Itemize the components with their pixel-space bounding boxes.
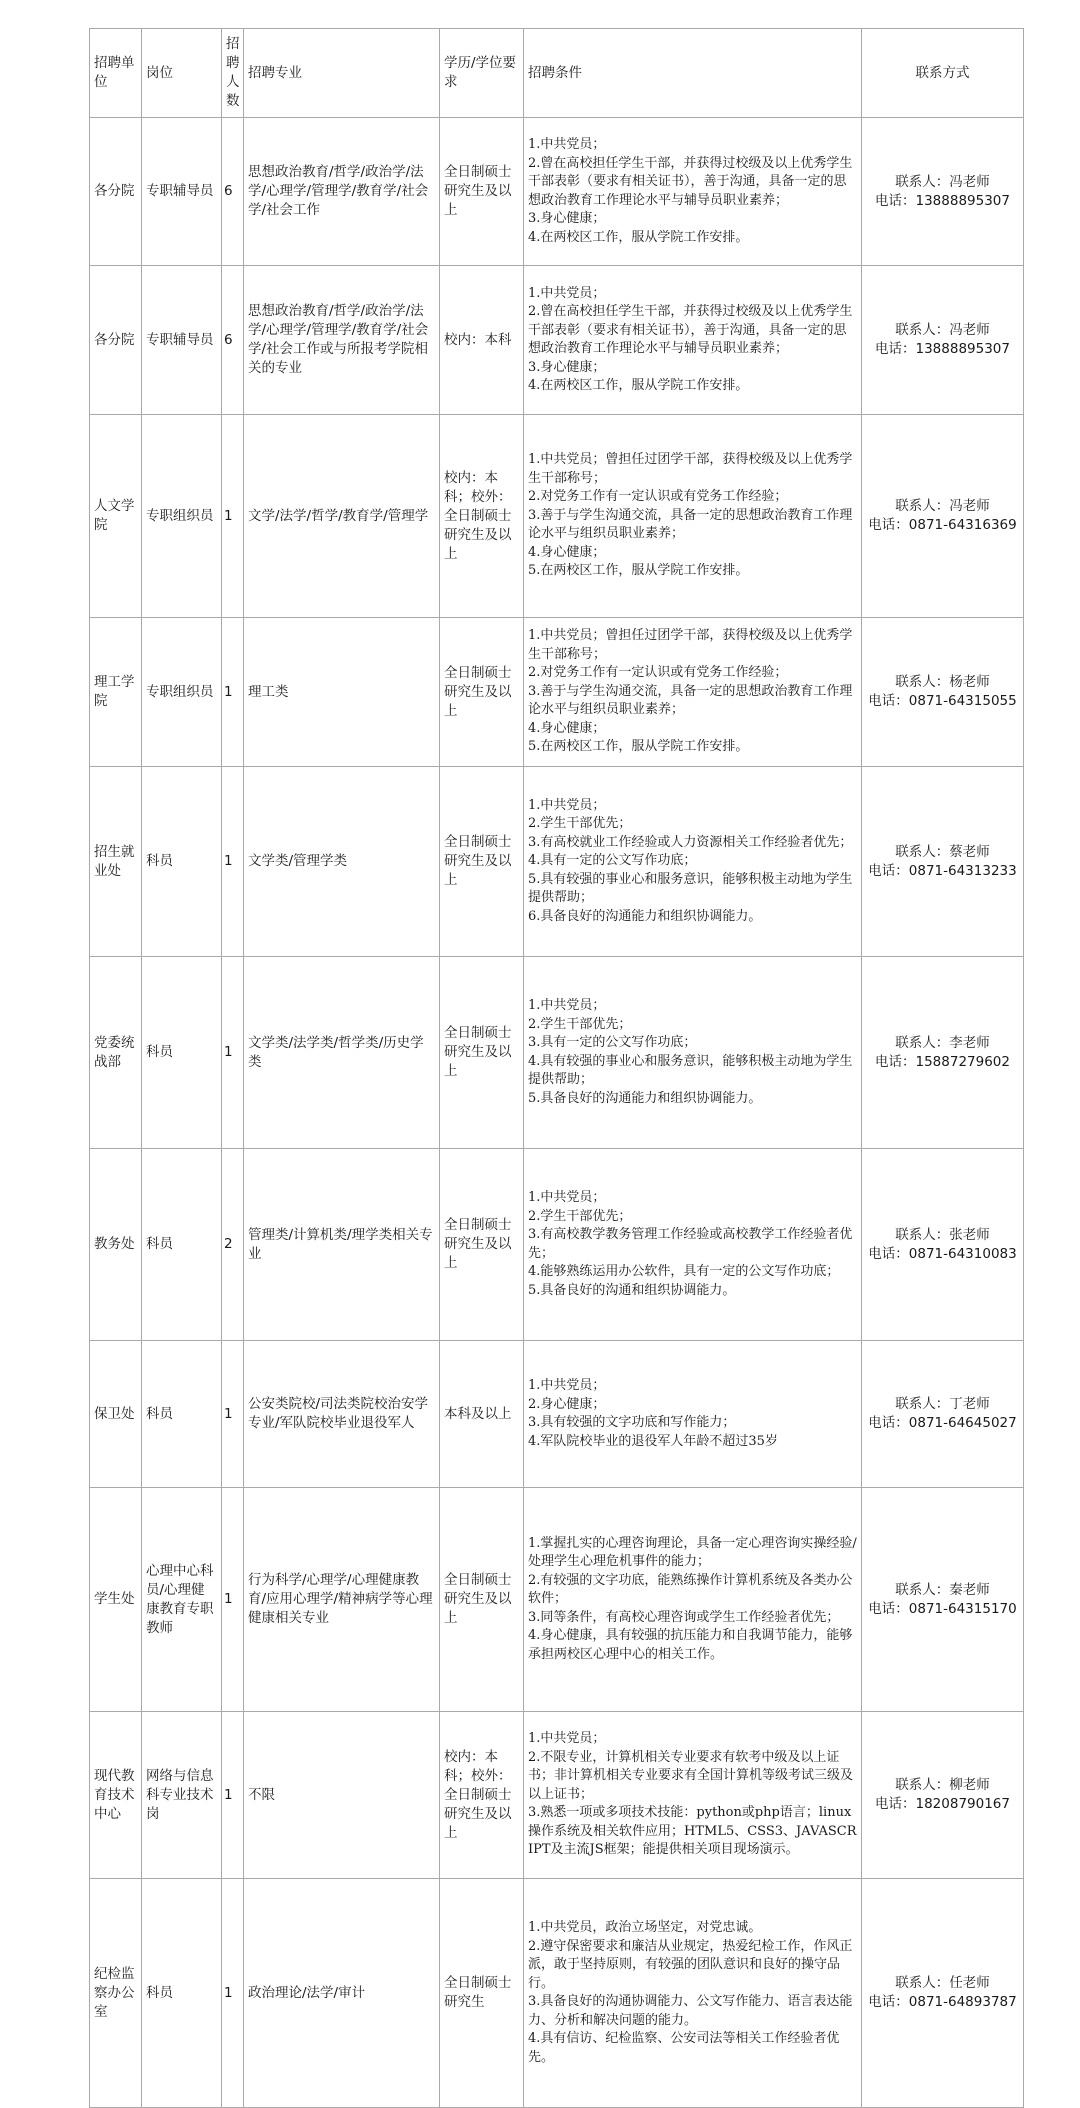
condition-item: 4.身心健康； — [528, 544, 606, 560]
contact-person: 联系人：任老师 — [895, 1975, 990, 1991]
cell-conditions — [524, 767, 862, 957]
contact-phone: 电话：0871-64313233 — [868, 862, 1017, 879]
condition-item: 2.有较强的文字功底，能熟练操作计算机系统及各类办公软件； — [528, 1572, 853, 1607]
contact-phone: 电话：0871-64315170 — [868, 1600, 1017, 1617]
recruitment-table — [89, 28, 1024, 2108]
condition-item: 4.身心健康，具有较强的抗压能力和自我调节能力，能够承担两校区心理中心的相关工作。 — [528, 1628, 853, 1662]
contact-person: 联系人：李老师 — [895, 1034, 990, 1051]
contact-person: 联系人：蔡老师 — [895, 843, 990, 860]
cell-unit: 学生处 — [90, 1488, 142, 1712]
cell-conditions — [524, 1879, 862, 2108]
cell-major: 文学/法学/哲学/教育学/管理学 — [244, 415, 440, 618]
cell-conditions — [524, 1341, 862, 1488]
condition-item: 1.中共党员； — [528, 1190, 606, 1205]
table-row — [90, 1712, 1024, 1879]
condition-item: 2.曾在高校担任学生干部，并获得过校级及以上优秀学生干部表彰（要求有相关证书），善于沟通，具备一定的思想政治教育工作理论水平与辅导员职业素养； — [528, 304, 853, 356]
cell-contact — [862, 618, 1024, 767]
condition-item: 3.具有一定的公文写作功底； — [528, 1035, 697, 1050]
condition-item: 3.有高校教学教务管理工作经验或高校教学工作经验者优先； — [528, 1227, 853, 1261]
condition-item: 1.中共党员； — [528, 285, 606, 301]
condition-item: 1.中共党员，政治立场坚定，对党忠诚。 — [528, 1920, 762, 1935]
cell-count: 1 — [222, 767, 244, 957]
condition-item: 4.身心健康； — [528, 720, 606, 736]
cell-edu: 全日制硕士研究生及以上 — [440, 767, 524, 957]
condition-item: 2.身心健康； — [528, 1396, 606, 1412]
cell-post: 科员 — [142, 1341, 222, 1488]
cell-edu: 本科及以上 — [440, 1341, 524, 1488]
cell-major: 文学类/管理学类 — [244, 767, 440, 957]
contact-phone: 电话：0871-64316369 — [868, 517, 1017, 533]
condition-item: 5.具有较强的事业心和服务意识，能够积极主动地为学生提供帮助； — [528, 871, 853, 906]
cell-count: 1 — [222, 1879, 244, 2108]
cell-major: 政治理论/法学/审计 — [244, 1879, 440, 2108]
contact-phone: 电话：0871-64315055 — [868, 693, 1017, 709]
condition-item: 3.具备良好的沟通协调能力、公文写作能力、语言表达能力、分析和解决问题的能力。 — [528, 1994, 853, 2028]
cell-unit: 招生就业处 — [90, 767, 142, 957]
cell-count: 1 — [222, 1341, 244, 1488]
cell-major: 公安类院校/司法类院校治安学专业/军队院校毕业退役军人 — [244, 1341, 440, 1488]
cell-major: 行为科学/心理学/心理健康教育/应用心理学/精神病学等心理健康相关专业 — [244, 1488, 440, 1712]
contact-person: 联系人：冯老师 — [895, 173, 990, 190]
cell-count: 1 — [222, 415, 244, 618]
cell-contact — [862, 118, 1024, 266]
contact-phone: 电话：0871-64310083 — [868, 1245, 1017, 1262]
contact-phone: 电话：13888895307 — [875, 341, 1010, 357]
cell-post: 专职辅导员 — [142, 266, 222, 415]
header-contact: 联系方式 — [862, 29, 1024, 118]
cell-unit: 各分院 — [90, 118, 142, 266]
cell-post: 科员 — [142, 767, 222, 957]
table-row — [90, 1149, 1024, 1341]
cell-count: 2 — [222, 1149, 244, 1341]
condition-item: 1.中共党员； — [528, 797, 606, 813]
cell-conditions — [524, 1712, 862, 1879]
cell-major: 管理类/计算机类/理学类相关专业 — [244, 1149, 440, 1341]
cell-edu: 全日制硕士研究生及以上 — [440, 618, 524, 767]
table-row — [90, 1879, 1024, 2108]
header-row — [90, 29, 1024, 118]
header-major: 招聘专业 — [244, 29, 440, 118]
cell-post: 专职组织员 — [142, 415, 222, 618]
cell-contact — [862, 266, 1024, 415]
condition-item: 4.在两校区工作，服从学院工作安排。 — [528, 378, 749, 393]
cell-edu: 全日制硕士研究生及以上 — [440, 1488, 524, 1712]
condition-item: 2.曾在高校担任学生干部，并获得过校级及以上优秀学生干部表彰（要求有相关证书），善于沟通，具备一定的思想政治教育工作理论水平与辅导员职业素养； — [528, 155, 853, 208]
cell-unit: 各分院 — [90, 266, 142, 415]
condition-item: 2.遵守保密要求和廉洁从业规定，热爱纪检工作，作风正派，敢于坚持原则，有较强的团队意识和良好的操守品行。 — [528, 1938, 853, 1991]
cell-post: 科员 — [142, 1149, 222, 1341]
condition-item: 3.身心健康； — [528, 211, 606, 226]
cell-post: 网络与信息科专业技术岗 — [142, 1712, 222, 1879]
cell-edu: 校内：本科；校外：全日制硕士研究生及以上 — [440, 1712, 524, 1879]
cell-conditions — [524, 118, 862, 266]
cell-major: 不限 — [244, 1712, 440, 1879]
cell-edu: 全日制硕士研究生及以上 — [440, 957, 524, 1149]
cell-contact — [862, 1341, 1024, 1488]
cell-post: 科员 — [142, 957, 222, 1149]
condition-item: 2.学生干部优先； — [528, 1016, 632, 1032]
condition-item: 1.中共党员；曾担任过团学干部，获得校级及以上优秀学生干部称号； — [528, 628, 853, 662]
condition-item: 4.军队院校毕业的退役军人年龄不超过35岁 — [528, 1433, 778, 1449]
cell-contact — [862, 767, 1024, 957]
cell-post: 专职辅导员 — [142, 118, 222, 266]
table-row — [90, 618, 1024, 767]
contact-person: 联系人：秦老师 — [895, 1581, 990, 1598]
cell-post: 心理中心科员/心理健康教育专职教师 — [142, 1488, 222, 1712]
contact-person: 联系人：冯老师 — [895, 498, 990, 514]
cell-contact — [862, 415, 1024, 618]
cell-conditions — [524, 1488, 862, 1712]
table-row — [90, 415, 1024, 618]
cell-conditions — [524, 1149, 862, 1341]
condition-item: 1.中共党员； — [528, 1378, 606, 1393]
contact-person: 联系人：张老师 — [895, 1226, 990, 1243]
table-row — [90, 1488, 1024, 1712]
condition-item: 2.学生干部优先； — [528, 1208, 632, 1224]
cell-major: 思想政治教育/哲学/政治学/法学/心理学/管理学/教育学/社会学/社会工作 — [244, 118, 440, 266]
cell-contact — [862, 1149, 1024, 1341]
cell-major: 思想政治教育/哲学/政治学/法学/心理学/管理学/教育学/社会学/社会工作或与所报考学院相关的专业 — [244, 266, 440, 415]
cell-edu: 全日制硕士研究生及以上 — [440, 118, 524, 266]
cell-contact — [862, 1879, 1024, 2108]
cell-unit: 教务处 — [90, 1149, 142, 1341]
header-unit: 招聘单位 — [90, 29, 142, 118]
cell-unit: 党委统战部 — [90, 957, 142, 1149]
contact-phone: 电话：15887279602 — [875, 1053, 1010, 1070]
header-edu: 学历/学位要求 — [440, 29, 524, 118]
condition-item: 3.身心健康； — [528, 359, 606, 375]
cell-conditions — [524, 415, 862, 618]
condition-item: 3.善于与学生沟通交流，具备一定的思想政治教育工作理论水平与组织员职业素养； — [528, 683, 853, 718]
condition-item: 1.中共党员； — [528, 998, 606, 1013]
header-conditions: 招聘条件 — [524, 29, 862, 118]
cell-unit: 纪检监察办公室 — [90, 1879, 142, 2108]
cell-contact — [862, 957, 1024, 1149]
condition-item: 2.学生干部优先； — [528, 816, 632, 832]
table-row — [90, 118, 1024, 266]
cell-count: 1 — [222, 1712, 244, 1879]
cell-unit: 人文学院 — [90, 415, 142, 618]
table-row — [90, 767, 1024, 957]
cell-contact — [862, 1712, 1024, 1879]
cell-contact — [862, 1488, 1024, 1712]
cell-unit: 现代教育技术中心 — [90, 1712, 142, 1879]
cell-edu: 校内：本科；校外：全日制硕士研究生及以上 — [440, 415, 524, 618]
condition-item: 3.具有较强的文字功底和写作能力； — [528, 1415, 736, 1430]
cell-edu: 全日制硕士研究生 — [440, 1879, 524, 2108]
condition-item: 5.具备良好的沟通能力和组织协调能力。 — [528, 1090, 762, 1106]
contact-phone: 电话：18208790167 — [875, 1796, 1010, 1812]
table-row — [90, 266, 1024, 415]
cell-unit: 保卫处 — [90, 1341, 142, 1488]
contact-phone: 电话：0871-64645027 — [868, 1415, 1017, 1431]
condition-item: 1.中共党员；曾担任过团学干部，获得校级及以上优秀学生干部称号； — [528, 452, 853, 486]
condition-item: 1.掌握扎实的心理咨询理论，具备一定心理咨询实操经验/处理学生心理危机事件的能力； — [528, 1535, 857, 1570]
cell-post: 专职组织员 — [142, 618, 222, 767]
cell-count: 1 — [222, 957, 244, 1149]
cell-conditions — [524, 957, 862, 1149]
table-row — [90, 1341, 1024, 1488]
condition-item: 4.具有信访、纪检监察、公安司法等相关工作经验者优先。 — [528, 2031, 840, 2065]
condition-item: 5.具备良好的沟通和组织协调能力。 — [528, 1282, 736, 1298]
condition-item: 4.能够熟练运用办公软件，具有一定的公文写作功底； — [528, 1264, 840, 1279]
contact-person: 联系人：柳老师 — [895, 1777, 990, 1793]
header-post: 岗位 — [142, 29, 222, 118]
cell-post: 科员 — [142, 1879, 222, 2108]
cell-edu: 校内：本科 — [440, 266, 524, 415]
condition-item: 3.善于与学生沟通交流，具备一定的思想政治教育工作理论水平与组织员职业素养； — [528, 507, 853, 542]
cell-count: 6 — [222, 266, 244, 415]
condition-item: 3.同等条件，有高校心理咨询或学生工作经验者优先； — [528, 1609, 840, 1625]
contact-person: 联系人：冯老师 — [895, 322, 990, 338]
cell-count: 6 — [222, 118, 244, 266]
condition-item: 3.熟悉一项或多项技术技能：python或php语言；linux操作系统及相关软件应用；HTML5、CSS3、JAVASCRIPT及主流JS框架；能提供相关项目现场演示。 — [528, 1805, 857, 1858]
cell-conditions — [524, 266, 862, 415]
condition-item: 1.中共党员； — [528, 1731, 606, 1747]
cell-unit: 理工学院 — [90, 618, 142, 767]
cell-count: 1 — [222, 1488, 244, 1712]
cell-edu: 全日制硕士研究生及以上 — [440, 1149, 524, 1341]
cell-count: 1 — [222, 618, 244, 767]
cell-major: 文学类/法学类/哲学类/历史学类 — [244, 957, 440, 1149]
condition-item: 4.在两校区工作，服从学院工作安排。 — [528, 229, 749, 245]
condition-item: 4.具有一定的公文写作功底； — [528, 853, 697, 869]
cell-major: 理工类 — [244, 618, 440, 767]
header-count: 招聘人数 — [222, 29, 244, 118]
table-row — [90, 957, 1024, 1149]
condition-item: 3.有高校就业工作经验或人力资源相关工作经验者优先； — [528, 834, 853, 850]
contact-person: 联系人：杨老师 — [895, 674, 990, 690]
condition-item: 2.对党务工作有一定认识或有党务工作经验； — [528, 489, 788, 505]
contact-phone: 电话：13888895307 — [875, 192, 1010, 209]
contact-phone: 电话：0871-64893787 — [868, 1994, 1017, 2010]
condition-item: 2.对党务工作有一定认识或有党务工作经验； — [528, 665, 788, 681]
condition-item: 6.具备良好的沟通能力和组织协调能力。 — [528, 908, 762, 924]
condition-item: 4.具有较强的事业心和服务意识，能够积极主动地为学生提供帮助； — [528, 1053, 853, 1087]
condition-item: 5.在两校区工作，服从学院工作安排。 — [528, 563, 749, 579]
contact-person: 联系人：丁老师 — [895, 1396, 990, 1412]
condition-item: 5.在两校区工作，服从学院工作安排。 — [528, 739, 749, 755]
condition-item: 2.不限专业，计算机相关专业要求有软考中级及以上证书；非计算机相关专业要求有全国计算机等级考试三级及以上证书； — [528, 1749, 854, 1802]
condition-item: 1.中共党员； — [528, 137, 606, 152]
cell-conditions — [524, 618, 862, 767]
